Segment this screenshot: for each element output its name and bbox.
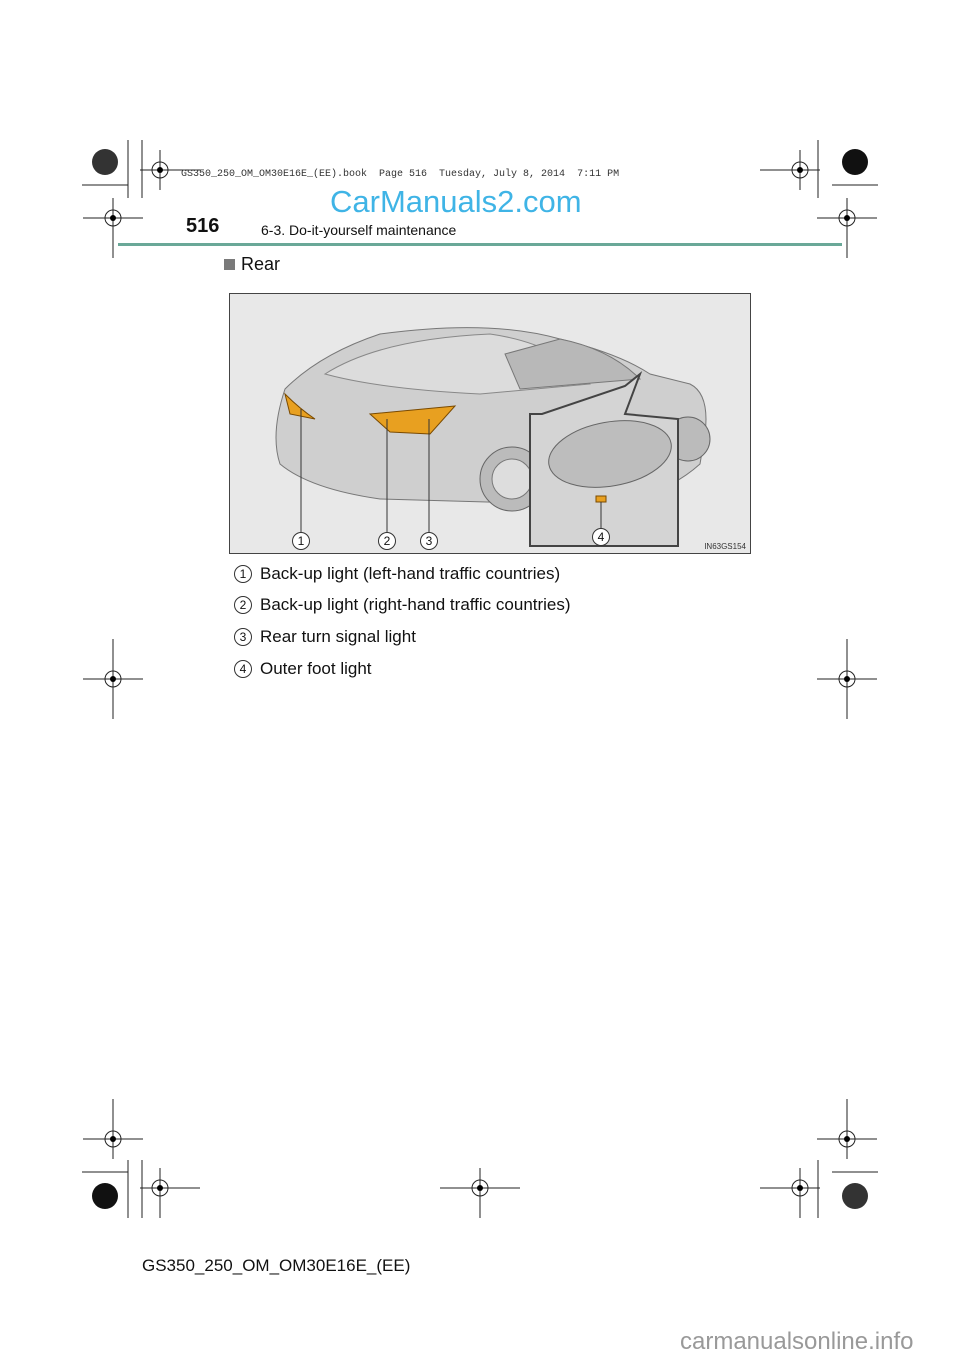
callout-2: 2 <box>378 532 396 550</box>
list-item <box>234 621 571 653</box>
list-item <box>234 590 571 622</box>
callout-4: 4 <box>592 528 610 546</box>
list-item <box>234 558 571 590</box>
square-bullet-icon <box>224 259 235 270</box>
page-number: 516 <box>186 215 220 237</box>
figure-code: IN63GS154 <box>704 542 746 551</box>
footer-code: GS350_250_OM_OM30E16E_(EE) <box>142 1256 411 1275</box>
item-number: 4 <box>234 660 252 678</box>
item-label: Outer foot light <box>260 658 372 678</box>
bottom-watermark[interactable]: carmanualsonline.info <box>680 1328 914 1355</box>
item-number: 1 <box>234 565 252 583</box>
callout-1: 1 <box>292 532 310 550</box>
watermark[interactable]: CarManuals2.com <box>330 184 582 219</box>
rear-lights-figure <box>229 293 751 554</box>
subheading-text: Rear <box>241 254 281 274</box>
light-list <box>234 558 571 684</box>
book-info-line: GS350_250_OM_OM30E16E_(EE).book Page 516 Tuesday, July 8, 2014 7:11 PM <box>181 169 620 180</box>
header-rule <box>118 243 842 246</box>
item-label: Back-up light (left-hand traffic countries) <box>260 563 561 583</box>
item-number: 3 <box>234 628 252 646</box>
callout-3: 3 <box>420 532 438 550</box>
car-illustration <box>230 294 750 553</box>
subheading <box>224 254 280 275</box>
item-label: Back-up light (right-hand traffic countries) <box>260 595 571 615</box>
list-item <box>234 653 571 685</box>
item-number: 2 <box>234 596 252 614</box>
item-label: Rear turn signal light <box>260 626 416 646</box>
section-title: 6-3. Do-it-yourself maintenance <box>261 222 457 238</box>
